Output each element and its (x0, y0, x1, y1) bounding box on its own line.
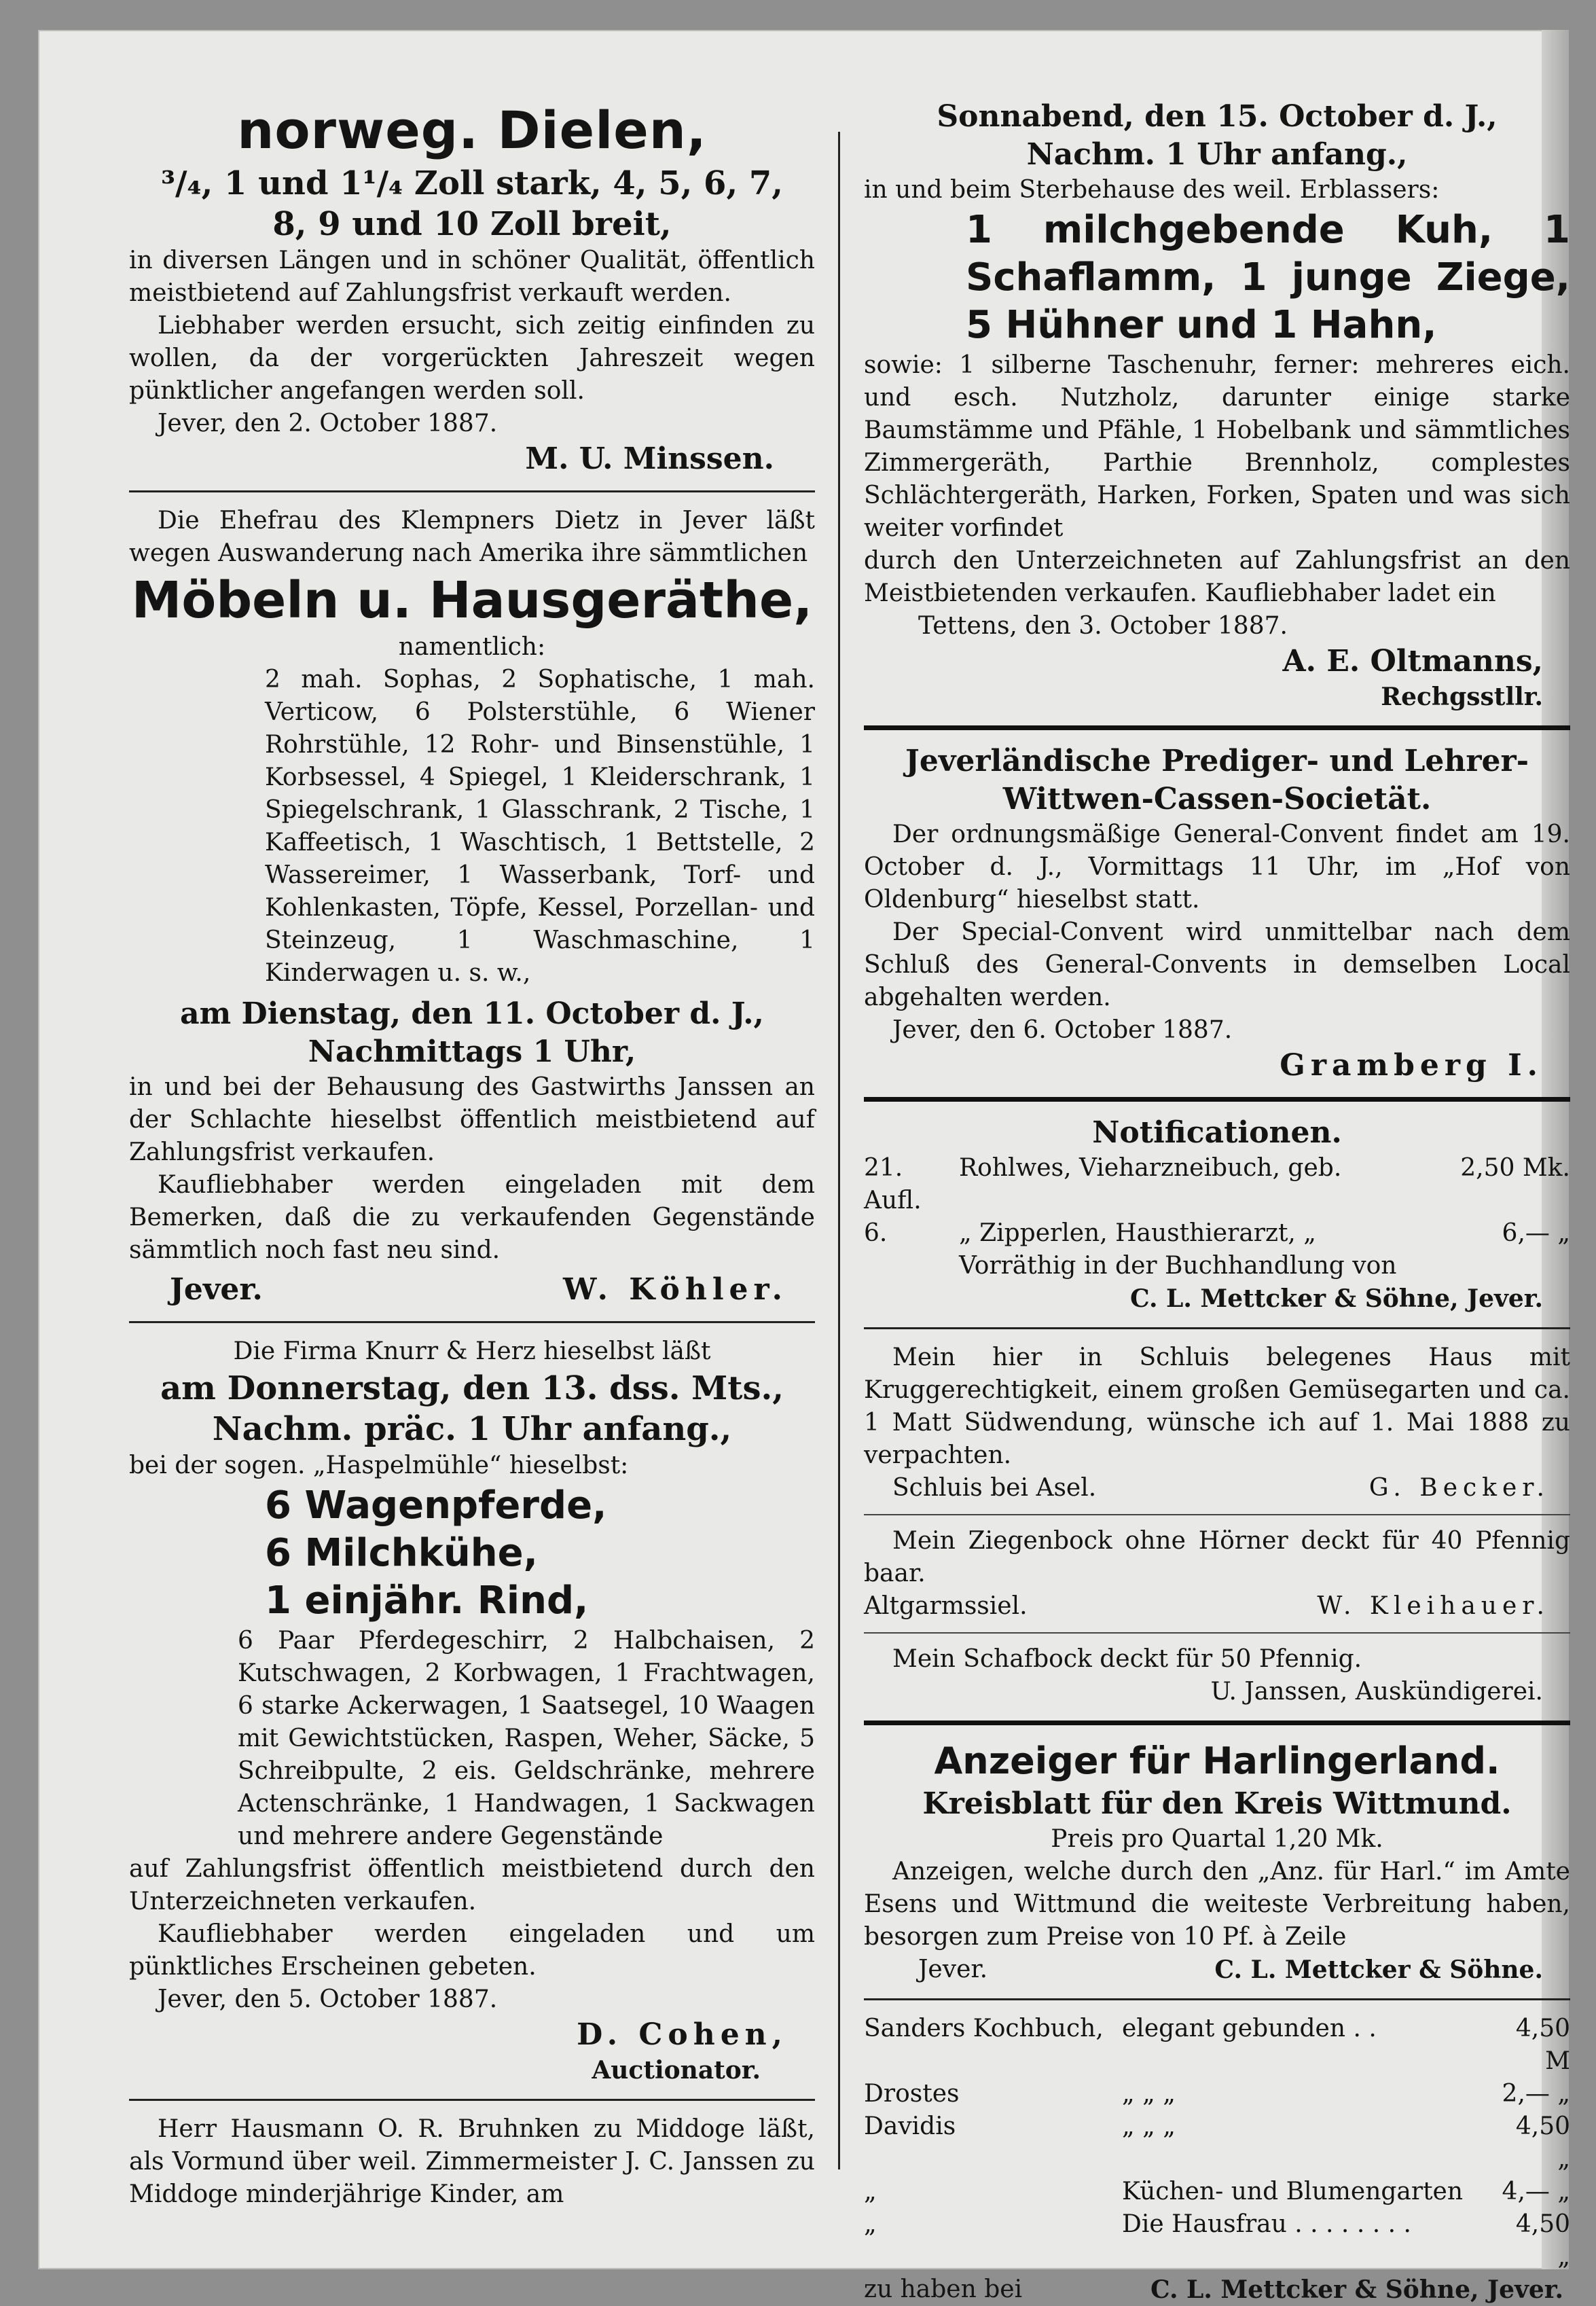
auction-date: am Donnerstag, den 13. dss. Mts., (160, 1369, 784, 1407)
book-author: Davidis (864, 2112, 956, 2140)
ad-becker (864, 1341, 1570, 1505)
auction-time: Nachmittags 1 Uhr, (308, 1034, 636, 1069)
right-column (864, 98, 1570, 2306)
list-item (864, 2176, 1570, 2208)
signature-row (864, 1472, 1570, 1505)
book-author: „ (864, 2178, 877, 2205)
column-divider (838, 132, 840, 2169)
ad-body: Kaufliebhaber werden eingeladen mit dem Bemerken, daß die zu verkaufenden Gegenstände sämmtlich noch fast neu sind. (129, 1171, 815, 1264)
ad-body: Liebhaber werden ersucht, sich zeitig einfinden zu wollen, da der vorgerückten Jahreszeit wegen pünktlicher angefangen werden soll. (129, 312, 815, 405)
item-list: sowie: 1 silberne Taschenuhr, ferner: mehreres eich. und esch. Nutzholz, darunter einige starke Baumstämme und Pfähle, 1 Hobelbank und sämmtliches Zimmergeräth, Parthie Brennholz, complestes Schlächtergeräth, Harken, Forken, Spaten und was sich weiter vorfindet (864, 351, 1570, 542)
divider-rule (864, 1514, 1570, 1515)
ad-title: norweg. Dielen, (237, 100, 707, 160)
signature: W. Kleihauer. (1317, 1592, 1550, 1620)
price: 2,50 Mk. (1460, 1154, 1570, 1182)
auction-location: bei der sogen. „Haspelmühle“ hieselbst: (129, 1452, 629, 1479)
dateline: Jever, den 5. October 1887. (158, 1985, 498, 2013)
auction-date: Sonnabend, den 15. October d. J., (937, 99, 1498, 134)
left-column (129, 98, 815, 2211)
ad-anzeiger (864, 1737, 1570, 1986)
ad-body: Herr Hausmann O. R. Bruhnken zu Middoge läßt, als Vormund über weil. Zimmermeister J. C. Janssen zu Middoge minderjährige Kinder, am (129, 2115, 815, 2208)
price: 4,— „ (1502, 2178, 1570, 2205)
dateline: Jever, den 6. October 1887. (892, 1016, 1233, 1044)
signature: D. Cohen, (577, 2017, 788, 2052)
signature: W. Köhler. (563, 1272, 788, 1307)
ad-body: Mein Ziegenbock ohne Hörner deckt für 40 Pfennig baar. (864, 1527, 1570, 1587)
auction-location: in und beim Sterbehause des weil. Erblassers: (864, 176, 1440, 204)
ad-body: Mein hier in Schluis belegenes Haus mit Kruggerechtigkeit, einem großen Gemüsegarten und ca. 1 Matt Südwendung, wünsche ich auf 1. Mai 1888 zu verpachten. (864, 1344, 1570, 1469)
edition: 6. (864, 1219, 888, 1247)
book-detail: „ „ „ (1122, 2112, 1176, 2140)
signature-role: Auctionator. (592, 2056, 761, 2085)
signature-row (864, 2273, 1570, 2306)
book-detail: elegant gebunden . . (1122, 2015, 1377, 2042)
item-list: 2 mah. Sophas, 2 Sophatische, 1 mah. Verticow, 6 Polsterstühle, 6 Wiener Rohrstühle, 12 Rohr- und Binsenstühle, 1 Korbsessel, 4 Spiegel, 1 Kleiderschrank, 1 Spiegelschrank, 1 Glasschrank, 2 Tische, 1 Kaffeetisch, 1 Waschtisch, 1 Bettstelle, 2 Wassereimer, 1 Wasserbank, Torf- und Kohlenkasten, Töpfe, Kessel, Porzellan- und Steinzeug, 1 Waschmaschine, 1 Kinderwagen u. s. w., (265, 666, 815, 987)
auction-time: Nachm. 1 Uhr anfang., (1026, 137, 1408, 172)
newspaper-page (38, 30, 1570, 2304)
place: Schluis bei Asel. (892, 1474, 1097, 1502)
highlight-item: 6 Wagenpferde, (265, 1483, 607, 1528)
ad-title: Wittwen-Cassen-Societät. (1002, 782, 1432, 816)
ad-subtitle: 8, 9 und 10 Zoll breit, (272, 205, 672, 243)
ad-norweg-dielen (129, 98, 815, 478)
ad-body: Der ordnungsmäßige General-Convent findet am 19. October d. J., Vormittags 11 Uhr, im „Hof von Oldenburg“ hieselbst statt. (864, 821, 1570, 914)
auction-time: Nachm. präc. 1 Uhr anfang., (212, 1410, 732, 1448)
title: Rohlwes, Vieharzneibuch, geb. (959, 1154, 1342, 1182)
dateline: Jever, den 2. October 1887. (158, 410, 498, 437)
ad-janssen (864, 1643, 1570, 1708)
price-line: Preis pro Quartal 1,20 Mk. (1051, 1825, 1383, 1853)
signature: C. L. Mettcker & Söhne, Jever. (1150, 2275, 1563, 2304)
ad-bruhnken (129, 2113, 815, 2211)
ad-kleihauer (864, 1525, 1570, 1623)
signature: U. Janssen, Auskündigerei. (1210, 1678, 1543, 1706)
price: 2,— „ (1502, 2080, 1570, 2108)
signature: Gramberg I. (1280, 1048, 1543, 1083)
highlight-items: 1 milchgebende Kuh, 1 Schaflamm, 1 junge Ziege, 5 Hühner und 1 Hahn, (966, 208, 1570, 347)
place: Altgarmssiel. (864, 1592, 1028, 1620)
availability-note: zu haben bei (864, 2275, 1023, 2303)
ad-title: Anzeiger für Harlingerland. (934, 1740, 1500, 1782)
ad-body: Mein Schafbock deckt für 50 Pfennig. (892, 1645, 1362, 1673)
book-detail: Die Hausfrau . . . . . . . . (1122, 2210, 1411, 2238)
ad-subtitle: ³/₄, 1 und 1¹/₄ Zoll stark, 4, 5, 6, 7, (161, 164, 783, 202)
ad-subtitle: Kreisblatt für den Kreis Wittmund. (922, 1786, 1512, 1821)
list-item (864, 1152, 1570, 1217)
signature: G. Becker. (1368, 1474, 1550, 1502)
divider-rule (129, 490, 815, 492)
place: Jever. (170, 1272, 263, 1307)
divider-rule (864, 1998, 1570, 2000)
ad-body: Anzeigen, welche durch den „Anz. für Harl.“ im Amte Esens und Wittmund die weiteste Verbreitung haben, besorgen zum Preise von 10 Pf. à Zeile (864, 1858, 1570, 1951)
place: Jever. (918, 1956, 988, 1983)
list-item (864, 2078, 1570, 2110)
dateline: Tettens, den 3. October 1887. (918, 612, 1288, 640)
signature: M. U. Minssen. (525, 442, 774, 476)
ad-moebeln (129, 505, 815, 1309)
ad-body: auf Zahlungsfrist öffentlich meistbietend durch den Unterzeichneten verkaufen. (129, 1855, 815, 1915)
list-item (864, 1217, 1570, 1250)
divider-rule (864, 1632, 1570, 1634)
signature-row (129, 1271, 815, 1309)
ad-title: Jeverländische Prediger- und Lehrer- (905, 744, 1529, 778)
ad-body: Kaufliebhaber werden eingeladen und um pünktliches Erscheinen gebeten. (129, 1920, 815, 1981)
ad-intro: Die Ehefrau des Klempners Dietz in Jever läßt wegen Auswanderung nach Amerika ihre sämmtlichen (129, 507, 815, 567)
list-item (864, 2013, 1570, 2078)
ad-intro: Die Firma Knurr & Herz hieselbst läßt (233, 1337, 711, 1365)
ad-oltmanns (864, 98, 1570, 713)
signature: C. L. Mettcker & Söhne, Jever. (1129, 1284, 1543, 1313)
book-author: Sanders Kochbuch, (864, 2015, 1104, 2042)
ad-label: namentlich: (398, 633, 546, 661)
divider-rule (129, 2099, 815, 2101)
ad-body: durch den Unterzeichneten auf Zahlungsfrist an den Meistbietenden verkaufen. Kaufliebhaber ladet ein (864, 547, 1570, 607)
ad-body: in und bei der Behausung des Gastwirths Janssen an der Schlachte hieselbst öffentlich meistbietend auf Zahlungsfrist verkaufen. (129, 1073, 815, 1166)
book-author: Drostes (864, 2080, 960, 2108)
availability-note: Vorräthig in der Buchhandlung von (959, 1252, 1397, 1280)
divider-rule (864, 1721, 1570, 1725)
price: 4,50 „ (1515, 2112, 1570, 2173)
ad-knurr-herz (129, 1335, 815, 2087)
price: 4,50 M (1515, 2015, 1570, 2075)
ad-notificationen (864, 1114, 1570, 1315)
edition: 21. Aufl. (864, 1154, 922, 1214)
divider-rule (864, 725, 1570, 730)
price: 4,50 „ (1515, 2210, 1570, 2271)
auction-date: am Dienstag, den 11. October d. J., (180, 996, 764, 1031)
highlight-item: 6 Milchkühe, (265, 1531, 538, 1575)
ad-title: Möbeln u. Hausgeräthe, (131, 571, 813, 630)
book-detail: „ „ „ (1122, 2080, 1176, 2108)
list-item (864, 2110, 1570, 2176)
item-list: 6 Paar Pferdegeschirr, 2 Halbchaisen, 2 Kutschwagen, 2 Korbwagen, 1 Frachtwagen, 6 starke Ackerwagen, 1 Saatsegel, 10 Waagen mit Gewichtstücken, Raspen, Weher, Säcke, 5 Schreibpulte, 2 eis. Geldschränke, mehrere Actenschränke, 1 Handwagen, 1 Sackwagen und mehrere andere Gegenstände (238, 1627, 815, 1850)
price: 6,— „ (1502, 1219, 1570, 1247)
signature-row (864, 1953, 1570, 1986)
book-author: „ (864, 2210, 877, 2238)
signature: C. L. Mettcker & Söhne. (1214, 1956, 1543, 1984)
signature-role: Rechgsstllr. (1381, 683, 1543, 711)
list-item (864, 2208, 1570, 2273)
signature: A. E. Oltmanns, (1282, 644, 1543, 679)
divider-rule (864, 1097, 1570, 1102)
book-detail: Küchen- und Blumengarten (1122, 2178, 1464, 2205)
ad-body: in diversen Längen und in schöner Qualität, öffentlich meistbietend auf Zahlungsfrist verkauft werden. (129, 247, 815, 307)
signature-row (864, 1590, 1570, 1623)
highlight-item: 1 einjähr. Rind, (265, 1579, 589, 1623)
ad-buecher (864, 2013, 1570, 2306)
title: „ Zipperlen, Hausthierarzt, „ (959, 1219, 1316, 1247)
section-title: Notificationen. (1092, 1115, 1342, 1150)
divider-rule (129, 1321, 815, 1323)
ad-societaet (864, 742, 1570, 1085)
ad-body: Der Special-Convent wird unmittelbar nach dem Schluß des General-Convents in demselben Local abgehalten werden. (864, 918, 1570, 1011)
divider-rule (864, 1327, 1570, 1329)
